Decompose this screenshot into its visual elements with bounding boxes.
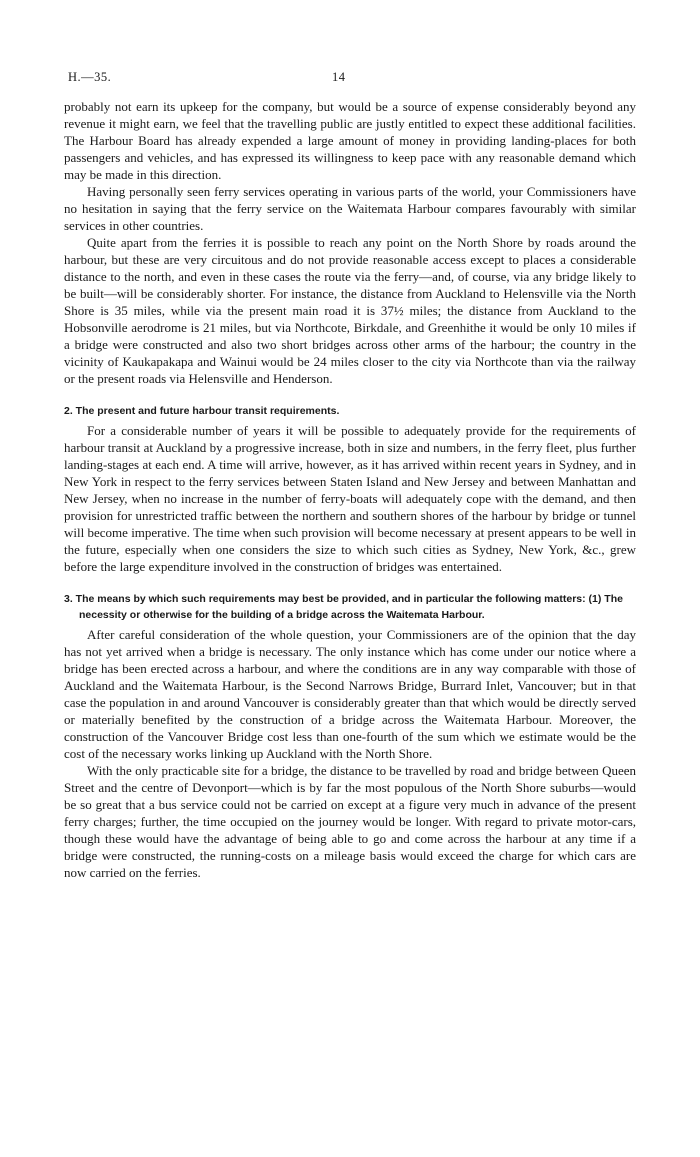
document-reference: H.—35.: [68, 70, 112, 84]
paragraph-continued: probably not earn its upkeep for the company, but would be a source of expense considerably beyond any revenue it might earn, we feel that the travelling public are justly entitled to expect these additional facilities. The Harbour Board has already expended a large amount of money in providing landing-places for both passengers and vehicles, and has expressed its willingness to keep pace with any reasonable demand which may be made in this direction.: [64, 99, 636, 182]
page-header: [64, 70, 636, 90]
section-3-paragraph-2: With the only practicable site for a bridge, the distance to be travelled by road and bridge between Queen Street and the centre of Devonport—which is by far the most populous of the North Shore suburbs—would be so great that a bus service could not be carried on except at a figure very much in advance of the present ferry charges; further, the time occupied on the journey would be longer. With regard to private motor-cars, though these would have the advantage of being able to go and come across the harbour at any time if a bridge were constructed, the running-costs on a mileage basis would exceed the charge for which cars are now carried on the ferries.: [64, 763, 636, 880]
document-page: [64, 70, 636, 881]
section-2-heading: 2. The present and future harbour transit requirements.: [64, 405, 340, 417]
section-3-heading: 3. The means by which such requirements may best be provided, and in particular the following matters: (1) The necessity or otherwise for the building of a bridge across the Waitemata Harbour.: [64, 593, 623, 621]
document-body: [64, 98, 636, 881]
paragraph-ferry-services: Having personally seen ferry services operating in various parts of the world, your Commissioners have no hesitation in saying that the ferry service on the Waitemata Harbour compares favourably with similar services in other countries.: [64, 184, 636, 233]
page-number: 14: [332, 70, 346, 84]
section-2-paragraph: For a considerable number of years it will be possible to adequately provide for the requirements of harbour transit at Auckland by a progressive increase, both in size and numbers, in the ferry fleet, plus further landing-stages at each end. A time will arrive, however, as it has arrived within recent years in Sydney, and in New York in respect to the ferry services between Staten Island and New Jersey and between Manhattan and New Jersey, when no increase in the number of ferry-boats will adequately cope with the demand, and then provision for unrestricted traffic between the northern and southern shores of the harbour by bridge or tunnel will become imperative. The time when such provision will become necessary at present appears to be well in the future, especially when one considers the size to which such cities as Sydney, New York, &c., grew before the large expenditure involved in the construction of bridges was entertained.: [64, 423, 636, 574]
section-3-paragraph-1: After careful consideration of the whole question, your Commissioners are of the opinion that the day has not yet arrived when a bridge is necessary. The only instance which has come under our notice where a bridge has been erected across a harbour, and where the conditions are in any way comparable with those of Auckland and the Waitemata Harbour, is the Second Narrows Bridge, Burrard Inlet, Vancouver; but in that case the population in and around Vancouver is considerably greater than that which would be directly served or materially benefited by the construction of a bridge across the Waitemata Harbour. Moreover, the construction of the Vancouver Bridge cost less than one-fourth of the sum which we estimate would be the cost of the necessary works linking up Auckland with the North Shore.: [64, 627, 636, 761]
paragraph-road-access: Quite apart from the ferries it is possible to reach any point on the North Shore by roads around the harbour, but these are very circuitous and do not provide reasonable access except to places a considerable distance to the north, and even in these cases the route via the ferry—and, of course, via any bridge likely to be built—will be considerably shorter. For instance, the distance from Auckland to Helensville via the North Shore is 35 miles, while via the present main road it is 37½ miles; the distance from Auckland to the Hobsonville aerodrome is 21 miles, but via Northcote, Birkdale, and Greenhithe it would be only 10 miles if a bridge were constructed and also two short bridges across other arms of the harbour; the country in the vicinity of Kaukapakapa and Wainui would be 24 miles closer to the city via Northcote than via the railway or the present roads via Helensville and Henderson.: [64, 235, 636, 386]
